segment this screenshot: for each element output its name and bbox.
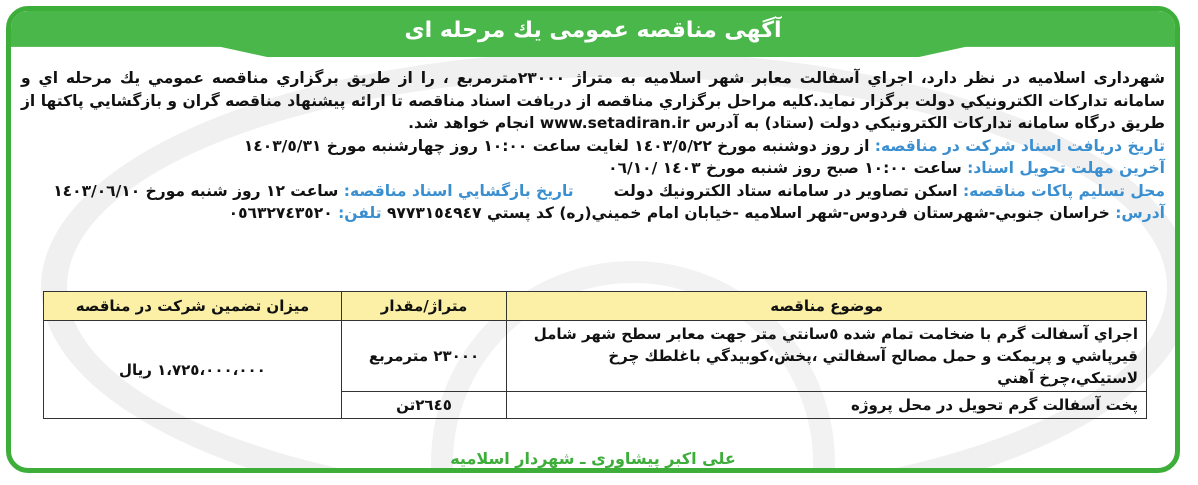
opening-label: تاريخ بازگشايي اسناد مناقصه: [343, 181, 574, 200]
quantity-header: متراژ/مقدار [341, 292, 506, 321]
deadline-row [21, 157, 1165, 180]
notice-body [21, 67, 1165, 225]
quantity-cell: ٢٣٠٠٠ مترمربع [341, 321, 506, 392]
receive-value: از روز دوشنبه مورخ ١٤٠٣/٥/٢٢ لغايت ساعت ١٠:٠٠ روز چهارشنبه مورخ ١٤٠٣/٥/٣١ [243, 136, 875, 155]
deadline-label: آخرين مهلت تحويل اسناد: [967, 159, 1165, 177]
intro-text: اجراي آسفالت معابر شهر اسلامیه به متراژ ٢٣٠٠٠مترمربع ، را از طريق برگزاري مناقصه عمومي يك مرحله اي و سامانه تداركات الكترونيكي دولت برگزار نمايد.كليه مراحل برگزاري مناقصه از دريافت اسناد مناقصه تا ارائه پيشنهاد مناقصه گران و بازگشايي پاكتها از طريق درگاه سامانه تداركات الكترونيكي دولت (ستاد) به آدرس www.setadiran.ir انجام خواهد شد. [21, 69, 1165, 132]
subject-cell: پخت آسفالت گرم تحويل در محل پروژه [507, 392, 1147, 419]
submit-value: اسكن تصاوير در سامانه ستاد الكترونيك دولت [613, 181, 963, 200]
receive-row [21, 135, 1165, 158]
signature: علی اکبر پیشاوری ـ شهردار اسلامیه [450, 449, 736, 468]
quantity-cell: ٢٦٤٥تن [341, 392, 506, 419]
guarantee-header: ميزان تضمين شركت در مناقصه [44, 292, 342, 321]
notice-frame [6, 6, 1180, 473]
address-label: آدرس: [1115, 204, 1165, 222]
table-header-row [44, 292, 1147, 321]
subject-header: موضوع مناقصه [507, 292, 1147, 321]
receive-label: تاريخ دريافت اسناد شركت در مناقصه: [874, 136, 1165, 155]
notice-header [11, 11, 1175, 61]
address-value: خراسان جنوبي-شهرستان فردوس-شهر اسلاميه -خيابان امام خميني(ره) كد پستي ٩٧٧٣١٥٤٩٤٧ [381, 204, 1116, 222]
address-row [21, 202, 1165, 225]
submit-label: محل تسليم پاكات مناقصه: [962, 181, 1165, 200]
submit-row [21, 180, 1165, 203]
intro-lead: شهرداری اسلامیه در نظر دارد، [920, 69, 1166, 87]
table-row [44, 321, 1147, 392]
notice-title: آگهی مناقصه عمومی یك مرحله ای [404, 18, 782, 43]
tender-table [43, 291, 1147, 419]
phone-value: ٠٥٦٣٢٧٤٣٥٢٠ [228, 204, 339, 222]
phone-label: تلفن: [338, 204, 382, 222]
deadline-value: ساعت ١٠:٠٠ صبح روز شنبه مورخ ١٤٠٣ /٠٦/١٠ [608, 159, 968, 177]
opening-value: ساعت ١٢ روز شنبه مورخ ١٤٠٣/٠٦/١٠ [53, 181, 344, 200]
subject-cell: اجراي آسفالت گرم با ضخامت تمام شده ٥سانتي متر جهت معابر سطح شهر شامل قيرپاشي و پريمكت و حمل مصالح آسفالتي ،پخش،كوبيدگي باغلطك چرخ لاستيكي،چرخ آهني [507, 321, 1147, 392]
guarantee-cell: ١،٧٢٥،٠٠٠،٠٠٠ ريال [44, 321, 342, 419]
intro-paragraph [21, 67, 1165, 135]
